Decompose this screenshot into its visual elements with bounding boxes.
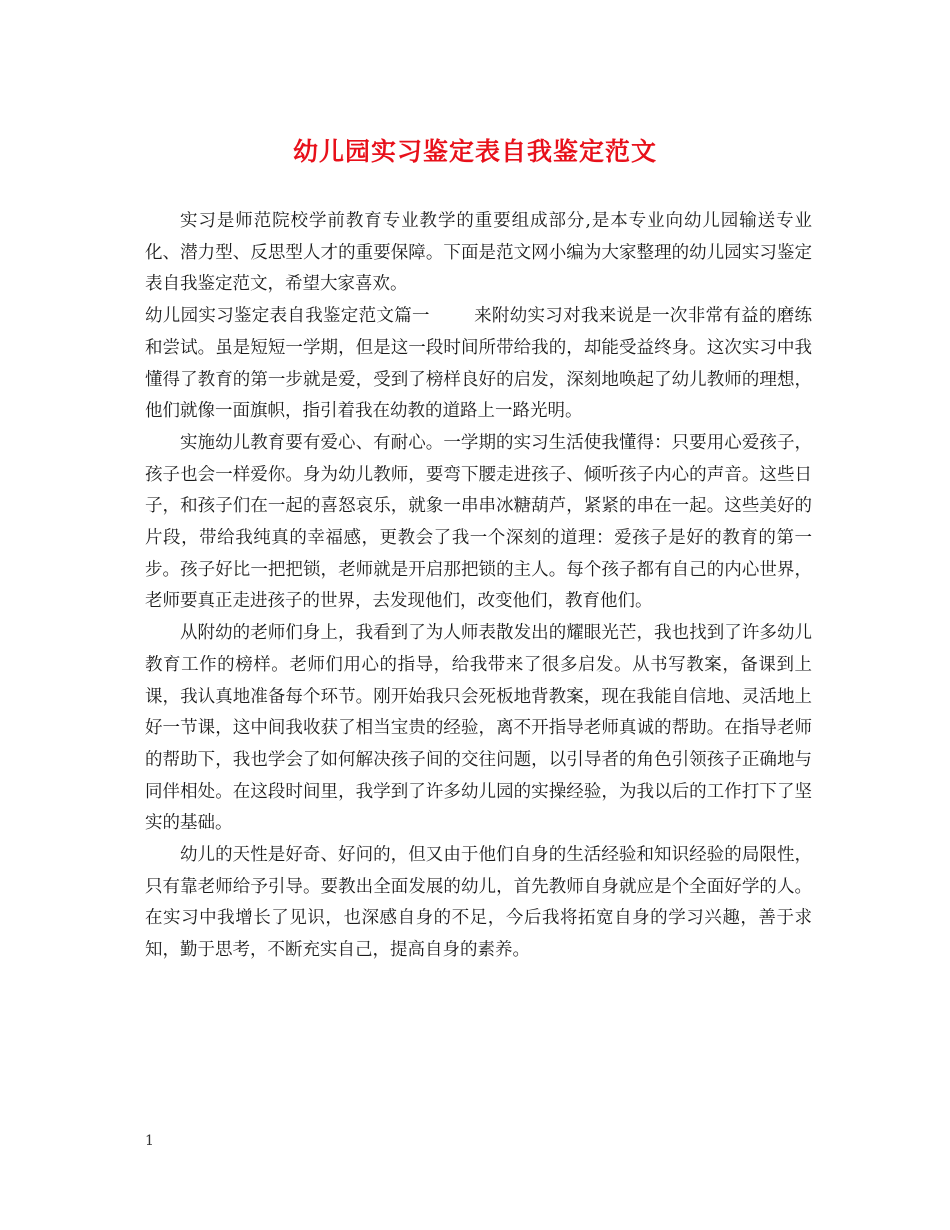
intro-paragraph: 实习是师范院校学前教育专业教学的重要组成部分,是本专业向幼儿园输送专业化、潜力型、反思型人才的重要保障。下面是范文网小编为大家整理的幼儿园实习鉴定表自我鉴定范文，希望大家喜欢。 xyxy=(145,211,812,295)
section-heading: 幼儿园实习鉴定表自我鉴定范文篇一 xyxy=(145,306,430,327)
body-paragraph: 实施幼儿教育要有爱心、有耐心。一学期的实习生活使我懂得：只要用心爱孩子，孩子也会一样爱你。身为幼儿教师，要弯下腰走进孩子、倾听孩子内心的声音。这些日子，和孩子们在一起的喜怒哀乐，就象一串串冰糖葫芦，紧紧的串在一起。这些美好的片段，带给我纯真的幸福感，更教会了我一个深刻的道理：爱孩子是好的教育的第一步。孩子好比一把把锁，老师就是开启那把锁的主人。每个孩子都有自己的内心世界，老师要真正走进孩子的世界，去发现他们，改变他们，教育他们。 xyxy=(145,432,812,612)
section-first-text: 来附幼实习对我来说是一次非常有益的磨练和尝试。虽是短短一学期，但是这一段时间所带给我的，却能受益终身。这次实习中我懂得了教育的第一步就是爱，受到了榜样良好的启发，深刻地唤起了幼儿教师的理想，他们就像一面旗帜，指引着我在幼教的道路上一路光明。 xyxy=(145,306,813,422)
document-title: 幼儿园实习鉴定表自我鉴定范文 xyxy=(292,137,657,166)
page-number: 1 xyxy=(145,1133,154,1149)
section-first-paragraph xyxy=(145,301,812,428)
document-body xyxy=(145,206,812,967)
body-paragraph: 从附幼的老师们身上，我看到了为人师表散发出的耀眼光芒，我也找到了许多幼儿教育工作的榜样。老师们用心的指导，给我带来了很多启发。从书写教案，备课到上课，我认真地准备每个环节。刚开始我只会死板地背教案，现在我能自信地、灵活地上好一节课，这中间我收获了相当宝贵的经验，离不开指导老师真诚的帮助。在指导老师的帮助下，我也学会了如何解决孩子间的交往问题，以引导者的角色引领孩子正确地与同伴相处。在这段时间里，我学到了许多幼儿园的实操经验，为我以后的工作打下了坚实的基础。 xyxy=(145,623,812,834)
body-paragraph: 幼儿的天性是好奇、好问的，但又由于他们自身的生活经验和知识经验的局限性，只有靠老师给予引导。要教出全面发展的幼儿，首先教师自身就应是个全面好学的人。在实习中我增长了见识，也深感自身的不足，今后我将拓宽自身的学习兴趣，善于求知，勤于思考，不断充实自己，提高自身的素养。 xyxy=(145,845,812,961)
